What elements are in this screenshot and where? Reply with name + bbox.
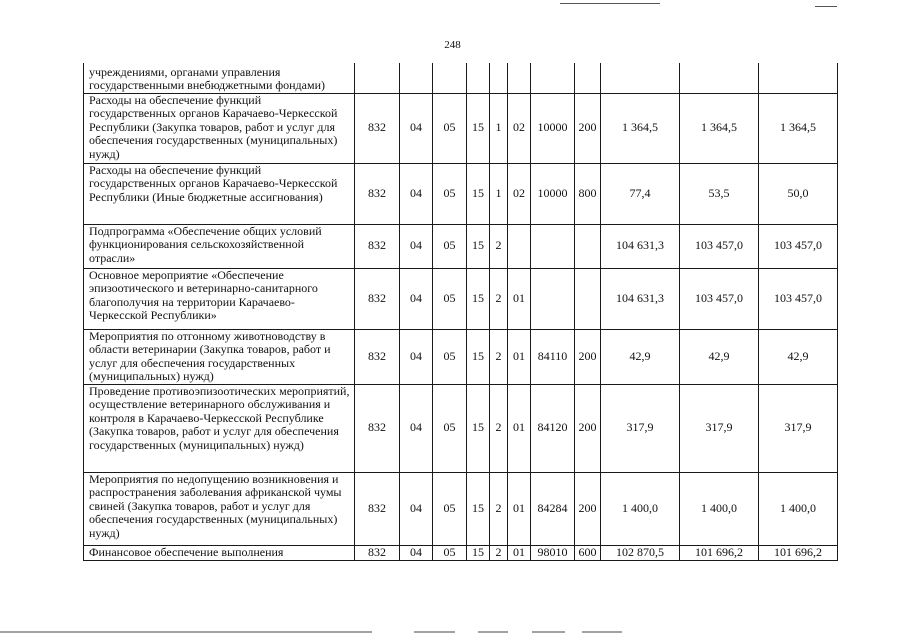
activity-code-cell: 01 <box>508 384 531 472</box>
ministry-code-cell: 832 <box>355 384 400 472</box>
subsection-code-cell: 05 <box>433 384 467 472</box>
budget-table <box>83 63 838 561</box>
table-row <box>84 224 838 268</box>
subsection-code-cell: 05 <box>433 93 467 163</box>
scan-artifact-line <box>560 3 660 4</box>
activity-code-cell <box>508 224 531 268</box>
amount-year3-cell <box>759 63 838 93</box>
direction-code-cell: 98010 <box>531 545 575 560</box>
section-code-cell: 04 <box>400 224 433 268</box>
ministry-code-cell: 832 <box>355 93 400 163</box>
amount-year2-cell: 317,9 <box>680 384 759 472</box>
activity-code-cell: 01 <box>508 472 531 545</box>
ministry-code-cell: 832 <box>355 163 400 224</box>
row-name-cell: Мероприятия по отгонному животноводству в области ветеринарии (Закупка товаров, работ и услуг для обеспечения государственных (муниципальных) нужд) <box>84 329 355 384</box>
expense-type-cell: 200 <box>575 93 601 163</box>
direction-code-cell <box>531 268 575 329</box>
ministry-code-cell: 832 <box>355 268 400 329</box>
amount-year2-cell <box>680 63 759 93</box>
section-code-cell: 04 <box>400 329 433 384</box>
amount-year1-cell: 42,9 <box>601 329 680 384</box>
section-code-cell: 04 <box>400 472 433 545</box>
expense-type-cell <box>575 63 601 93</box>
activity-code-cell: 02 <box>508 163 531 224</box>
row-name-cell: Проведение противоэпизоотических мероприятий, осуществление ветеринарного обслуживания и контроля в Карачаево-Черкесской Республике (Закупка товаров, работ и услуг для обеспечения государственных (муниципальных) нужд) <box>84 384 355 472</box>
amount-year1-cell: 104 631,3 <box>601 224 680 268</box>
activity-code-cell: 02 <box>508 93 531 163</box>
program-code-cell: 15 <box>467 545 490 560</box>
program-code-cell: 15 <box>467 93 490 163</box>
section-code-cell: 04 <box>400 384 433 472</box>
amount-year1-cell: 77,4 <box>601 163 680 224</box>
amount-year2-cell: 101 696,2 <box>680 545 759 560</box>
section-code-cell: 04 <box>400 163 433 224</box>
table-body <box>84 63 838 560</box>
subsection-code-cell: 05 <box>433 163 467 224</box>
table-row <box>84 163 838 224</box>
activity-code-cell: 01 <box>508 329 531 384</box>
amount-year2-cell: 1 364,5 <box>680 93 759 163</box>
direction-code-cell: 84120 <box>531 384 575 472</box>
subprogram-code-cell: 2 <box>490 384 508 472</box>
row-name-cell: Финансовое обеспечение выполнения <box>84 545 355 560</box>
table-row <box>84 329 838 384</box>
subprogram-code-cell: 2 <box>490 268 508 329</box>
ministry-code-cell <box>355 63 400 93</box>
activity-code-cell: 01 <box>508 268 531 329</box>
expense-type-cell: 200 <box>575 384 601 472</box>
section-code-cell: 04 <box>400 268 433 329</box>
direction-code-cell: 10000 <box>531 163 575 224</box>
subprogram-code-cell: 2 <box>490 224 508 268</box>
subprogram-code-cell: 2 <box>490 472 508 545</box>
subsection-code-cell: 05 <box>433 329 467 384</box>
row-name-cell: Расходы на обеспечение функций государственных органов Карачаево-Черкесской Республики (Закупка товаров, работ и услуг для обеспечения государственных (муниципальных) нужд) <box>84 93 355 163</box>
table-row <box>84 63 838 93</box>
expense-type-cell: 600 <box>575 545 601 560</box>
subsection-code-cell: 05 <box>433 545 467 560</box>
direction-code-cell: 84284 <box>531 472 575 545</box>
amount-year3-cell: 1 400,0 <box>759 472 838 545</box>
amount-year3-cell: 103 457,0 <box>759 224 838 268</box>
expense-type-cell: 200 <box>575 472 601 545</box>
direction-code-cell <box>531 224 575 268</box>
amount-year1-cell: 317,9 <box>601 384 680 472</box>
subsection-code-cell: 05 <box>433 224 467 268</box>
direction-code-cell: 10000 <box>531 93 575 163</box>
amount-year3-cell: 1 364,5 <box>759 93 838 163</box>
expense-type-cell <box>575 224 601 268</box>
amount-year3-cell: 50,0 <box>759 163 838 224</box>
program-code-cell: 15 <box>467 163 490 224</box>
amount-year2-cell: 103 457,0 <box>680 224 759 268</box>
subprogram-code-cell: 1 <box>490 163 508 224</box>
program-code-cell: 15 <box>467 329 490 384</box>
ministry-code-cell: 832 <box>355 329 400 384</box>
direction-code-cell <box>531 63 575 93</box>
amount-year3-cell: 101 696,2 <box>759 545 838 560</box>
amount-year3-cell: 103 457,0 <box>759 268 838 329</box>
amount-year1-cell <box>601 63 680 93</box>
section-code-cell <box>400 63 433 93</box>
amount-year3-cell: 42,9 <box>759 329 838 384</box>
table-row <box>84 472 838 545</box>
activity-code-cell <box>508 63 531 93</box>
subsection-code-cell: 05 <box>433 268 467 329</box>
subprogram-code-cell: 1 <box>490 93 508 163</box>
subprogram-code-cell: 2 <box>490 545 508 560</box>
expense-type-cell <box>575 268 601 329</box>
page-number: 248 <box>444 39 461 51</box>
row-name-cell: Основное мероприятие «Обеспечение эпизоотического и ветеринарно-санитарного благополучия на территории Карачаево-Черкесской Республики» <box>84 268 355 329</box>
activity-code-cell: 01 <box>508 545 531 560</box>
row-name-cell: Мероприятия по недопущению возникновения и распространения заболевания африканской чумы свиней (Закупка товаров, работ и услуг для обеспечения государственных (муниципальных) нужд) <box>84 472 355 545</box>
subprogram-code-cell <box>490 63 508 93</box>
expense-type-cell: 200 <box>575 329 601 384</box>
amount-year2-cell: 42,9 <box>680 329 759 384</box>
ministry-code-cell: 832 <box>355 545 400 560</box>
row-name-cell: учреждениями, органами управления государственными внебюджетными фондами) <box>84 63 355 93</box>
amount-year1-cell: 1 400,0 <box>601 472 680 545</box>
program-code-cell: 15 <box>467 268 490 329</box>
section-code-cell: 04 <box>400 545 433 560</box>
row-name-cell: Подпрограмма «Обеспечение общих условий функционирования сельскохозяйственной отрасли» <box>84 224 355 268</box>
row-name-cell: Расходы на обеспечение функций государственных органов Карачаево-Черкесской Республики (Иные бюджетные ассигнования) <box>84 163 355 224</box>
subprogram-code-cell: 2 <box>490 329 508 384</box>
expense-type-cell: 800 <box>575 163 601 224</box>
scan-artifact-line <box>815 6 837 7</box>
program-code-cell: 15 <box>467 472 490 545</box>
table-row <box>84 268 838 329</box>
subsection-code-cell <box>433 63 467 93</box>
amount-year2-cell: 53,5 <box>680 163 759 224</box>
program-code-cell: 15 <box>467 224 490 268</box>
table-row <box>84 545 838 560</box>
section-code-cell: 04 <box>400 93 433 163</box>
table-row <box>84 93 838 163</box>
amount-year1-cell: 104 631,3 <box>601 268 680 329</box>
amount-year2-cell: 103 457,0 <box>680 268 759 329</box>
table-row <box>84 384 838 472</box>
amount-year1-cell: 1 364,5 <box>601 93 680 163</box>
ministry-code-cell: 832 <box>355 224 400 268</box>
ministry-code-cell: 832 <box>355 472 400 545</box>
program-code-cell <box>467 63 490 93</box>
program-code-cell: 15 <box>467 384 490 472</box>
amount-year2-cell: 1 400,0 <box>680 472 759 545</box>
direction-code-cell: 84110 <box>531 329 575 384</box>
amount-year1-cell: 102 870,5 <box>601 545 680 560</box>
amount-year3-cell: 317,9 <box>759 384 838 472</box>
subsection-code-cell: 05 <box>433 472 467 545</box>
scan-artifact-footer <box>0 631 905 637</box>
